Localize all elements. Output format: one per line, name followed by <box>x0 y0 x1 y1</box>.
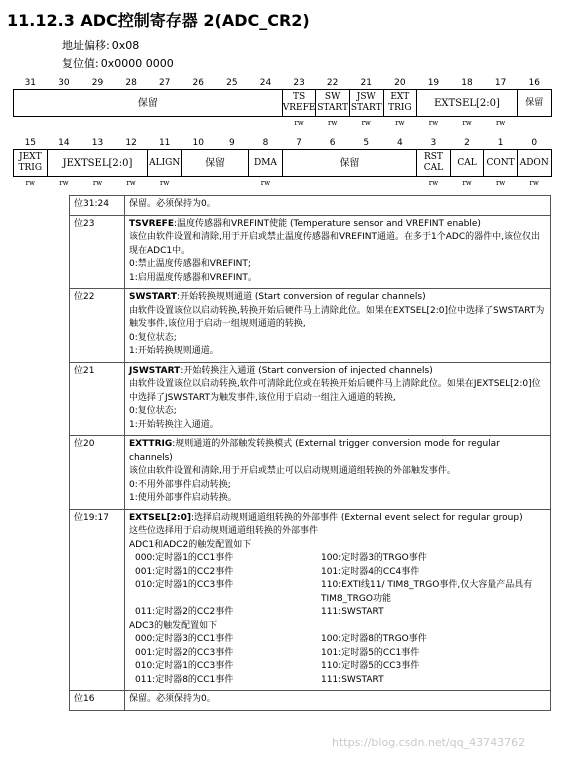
register-upper-half <box>13 77 552 129</box>
bit-number: 10 <box>192 138 204 148</box>
trigger-option: 001:定时器1的CC2事件 <box>135 566 234 577</box>
bit-description <box>125 509 551 691</box>
access-type <box>349 177 383 190</box>
register-field: ADON <box>517 150 551 177</box>
trigger-option: 110:EXTI线11/ TIM8_TRGO事件,仅大容量产品具有TIM8_TRGO功能 <box>321 580 533 604</box>
trigger-option: 011:定时器2的CC2事件 <box>135 607 234 617</box>
field-heading <box>129 438 546 465</box>
description-line: 0:复位状态; <box>129 406 177 416</box>
bit-number: 4 <box>396 138 403 148</box>
bit-description <box>125 289 551 363</box>
bit-row <box>70 436 551 510</box>
bit-description <box>125 215 551 289</box>
register-field: CAL <box>450 150 484 177</box>
bit-number: 7 <box>296 138 302 148</box>
access-type: rw <box>59 179 69 187</box>
section-title: 11.12.3 ADC控制寄存器 2(ADC_CR2) <box>7 11 310 30</box>
trigger-map-row <box>129 674 546 688</box>
access-type: rw <box>428 179 439 187</box>
trigger-option: 111:SWSTART <box>321 674 384 685</box>
trigger-map-row <box>129 647 546 661</box>
field-heading <box>129 291 546 305</box>
access-type: rw <box>25 179 35 187</box>
description-line: 0:复位状态; <box>129 332 177 343</box>
access-type <box>215 117 249 130</box>
bit-number: 13 <box>91 138 104 148</box>
bit-row <box>70 196 551 216</box>
bit-number: 2 <box>464 138 470 148</box>
register-field: JSW START <box>349 90 383 117</box>
access-type: rw <box>260 179 271 187</box>
access-type: rw <box>495 179 506 187</box>
reset-value <box>62 55 174 71</box>
bit-row <box>70 289 551 363</box>
access-type <box>14 117 48 130</box>
bit-number: 0 <box>531 138 538 148</box>
bit-row <box>70 691 551 711</box>
field-name: JSWSTART <box>129 365 181 376</box>
bit-number: 22 <box>326 78 339 88</box>
field-name: SWSTART <box>129 292 177 302</box>
bit-number: 9 <box>228 138 235 148</box>
offset-value: 0x08 <box>111 39 140 52</box>
description-line: 0:禁止温度传感器和VREFINT; <box>129 259 251 269</box>
bit-row <box>70 509 551 691</box>
trigger-map-row <box>129 552 546 566</box>
access-type <box>47 117 81 130</box>
access-type <box>181 177 215 190</box>
bit-number: 26 <box>192 78 204 88</box>
field-title: :规则通道的外部触发转换模式 (External trigger conversion mode for regular channels) <box>129 439 500 463</box>
description-line: 该位由软件设置和清除,用于开启或禁止温度传感器和VREFINT通道。在多于1个ADC的器件中,该位仅出现在ADC1中。 <box>129 232 540 256</box>
bit-number: 20 <box>394 78 406 88</box>
access-type <box>181 117 215 130</box>
trigger-map <box>129 633 546 687</box>
bit-description <box>125 362 551 436</box>
subheading: ADC3的触发配置如下 <box>129 620 218 631</box>
trigger-map <box>129 552 546 620</box>
register-lower-half <box>13 137 552 189</box>
field-title: :温度传感器和VREFINT使能 (Temperature sensor and VREFINT enable) <box>173 218 481 229</box>
bit-number: 6 <box>329 138 336 148</box>
register-field: 保留 <box>181 150 248 177</box>
register-field: RST CAL <box>417 150 451 177</box>
bit-number: 24 <box>259 78 272 88</box>
description-line: 0:不用外部事件启动转换; <box>129 479 231 490</box>
access-type: rw <box>160 179 170 187</box>
register-field: ALIGN <box>148 150 182 177</box>
register-field: 保留 <box>517 90 551 117</box>
access-type: rw <box>327 119 338 127</box>
access-type <box>383 177 417 190</box>
bit-number: 23 <box>293 78 305 88</box>
reset-label: 复位值: <box>62 57 99 70</box>
bit-row <box>70 215 551 289</box>
access-type: rw <box>428 119 439 127</box>
access-type <box>249 117 283 130</box>
access-type: rw <box>395 119 405 127</box>
register-field: CONT <box>484 150 518 177</box>
trigger-option: 010:定时器1的CC3事件 <box>135 661 234 671</box>
access-type <box>114 117 148 130</box>
bit-number: 27 <box>158 78 171 88</box>
watermark: https://blog.csdn.net/qq_43743762 <box>332 736 526 749</box>
trigger-map-row <box>129 566 546 580</box>
offset-label: 地址偏移: <box>62 39 110 52</box>
bit-number: 15 <box>24 138 37 148</box>
bit-description-table <box>69 195 551 711</box>
access-type <box>81 117 115 130</box>
trigger-option: 001:定时器2的CC3事件 <box>135 647 234 658</box>
bit-number: 21 <box>360 78 372 88</box>
description-line: 该位由软件设置和清除,用于开启或禁止可以启动规则通道组转换的外部触发事件。 <box>129 466 456 476</box>
description-line: 由软件设置该位以启动转换,软件可清除此位或在转换开始后硬件马上清除此位。如果在JEXTSEL[2:0]位中选择了JSWSTART为触发事件,该位用于启动一组注入通道的转换, <box>129 379 541 403</box>
field-name: TSVREFE <box>129 218 174 229</box>
bit-position: 位23 <box>70 215 125 289</box>
bit-position: 位31:24 <box>70 196 125 216</box>
trigger-option: 110:定时器5的CC3事件 <box>321 661 420 671</box>
access-type <box>517 117 551 130</box>
bit-position: 位20 <box>70 436 125 510</box>
register-field: JEXT TRIG <box>14 150 48 177</box>
register-field: DMA <box>249 150 283 177</box>
field-heading <box>129 218 546 232</box>
trigger-map-row <box>129 633 546 647</box>
access-type: rw <box>462 179 472 187</box>
trigger-option: 111:SWSTART <box>321 607 384 617</box>
trigger-option: 000:定时器3的CC1事件 <box>135 634 234 644</box>
bit-number: 25 <box>226 78 238 88</box>
description-line: 这些位选择用于启动规则通道组转换的外部事件 <box>129 526 319 536</box>
description-line: 1:开始转换注入通道。 <box>129 419 219 430</box>
trigger-option: 101:定时器4的CC4事件 <box>321 566 420 577</box>
description-line: 1:启用温度传感器和VREFINT。 <box>129 272 257 283</box>
access-type <box>316 177 350 190</box>
description-line: 由软件设置该位以启动转换,转换开始后硬件马上清除此位。如果在EXTSEL[2:0]位中选择了SWSTART为触发事件,该位用于启动一组规则通道的转换, <box>129 305 545 329</box>
access-type: rw <box>92 179 103 187</box>
trigger-option: 011:定时器8的CC1事件 <box>135 674 234 685</box>
bit-number: 3 <box>430 138 437 148</box>
bit-number: 11 <box>158 138 171 148</box>
access-type: rw <box>126 179 136 187</box>
bit-number: 16 <box>528 78 540 88</box>
field-heading <box>129 365 546 379</box>
reset-value-text: 0x0000 0000 <box>100 57 174 70</box>
trigger-option: 100:定时器3的TRGO事件 <box>321 553 427 563</box>
register-field: JEXTSEL[2:0] <box>47 150 148 177</box>
field-name: EXTTRIG <box>129 439 173 449</box>
trigger-option: 010:定时器1的CC3事件 <box>135 580 234 590</box>
register-field: 保留 <box>14 90 283 117</box>
bit-position: 位19:17 <box>70 509 125 691</box>
field-title: :开始转换规则通道 (Start conversion of regular channels) <box>176 292 426 302</box>
register-field: EXTSEL[2:0] <box>417 90 518 117</box>
trigger-option: 101:定时器5的CC1事件 <box>321 647 420 658</box>
access-type: rw <box>529 179 539 187</box>
field-title: :开始转换注入通道 (Start conversion of injected channels) <box>180 365 433 376</box>
bit-number: 8 <box>262 138 269 148</box>
access-type <box>148 117 182 130</box>
bit-number: 30 <box>58 78 70 88</box>
bit-row <box>70 362 551 436</box>
description-line: 1:使用外部事件启动转换。 <box>129 493 237 503</box>
bit-description <box>125 436 551 510</box>
trigger-map-row <box>129 606 546 620</box>
address-offset <box>62 37 139 53</box>
trigger-option: 000:定时器1的CC1事件 <box>135 553 234 563</box>
field-heading <box>129 512 546 526</box>
description-line: ADC1和ADC2的触发配置如下 <box>129 539 252 550</box>
bit-number: 17 <box>494 78 507 88</box>
bit-position: 位16 <box>70 691 125 711</box>
field-name: EXTSEL[2:0] <box>129 512 191 523</box>
bit-number: 31 <box>24 78 37 88</box>
trigger-option: 100:定时器8的TRGO事件 <box>321 634 427 644</box>
access-type <box>215 177 249 190</box>
field-title: :选择启动规则通道组转换的外部事件 (External event select for regular group) <box>190 512 523 523</box>
trigger-map-row <box>129 579 546 606</box>
description-line: 保留。必须保持为0。 <box>129 694 216 704</box>
register-field: 保留 <box>282 150 416 177</box>
bit-number: 12 <box>125 138 137 148</box>
access-type <box>282 177 316 190</box>
bit-number: 14 <box>58 138 70 148</box>
bit-number: 29 <box>91 78 104 88</box>
bit-description <box>125 196 551 216</box>
register-field: TS VREFE <box>282 90 316 117</box>
bit-number: 19 <box>427 78 440 88</box>
bit-number: 1 <box>497 138 504 148</box>
bit-position: 位21 <box>70 362 125 436</box>
access-type: rw <box>361 119 371 127</box>
trigger-map-row <box>129 660 546 674</box>
register-field: EXT TRIG <box>383 90 417 117</box>
access-type: rw <box>462 119 472 127</box>
bit-number: 18 <box>461 78 473 88</box>
access-type: rw <box>294 119 304 127</box>
description-line: 保留。必须保持为0。 <box>129 199 216 209</box>
description-line: 1:开始转换规则通道。 <box>129 346 219 356</box>
bit-number: 5 <box>363 138 370 148</box>
access-type: rw <box>495 119 506 127</box>
register-field: SW START <box>316 90 350 117</box>
bit-description <box>125 691 551 711</box>
bit-number: 28 <box>125 78 137 88</box>
bit-position: 位22 <box>70 289 125 363</box>
